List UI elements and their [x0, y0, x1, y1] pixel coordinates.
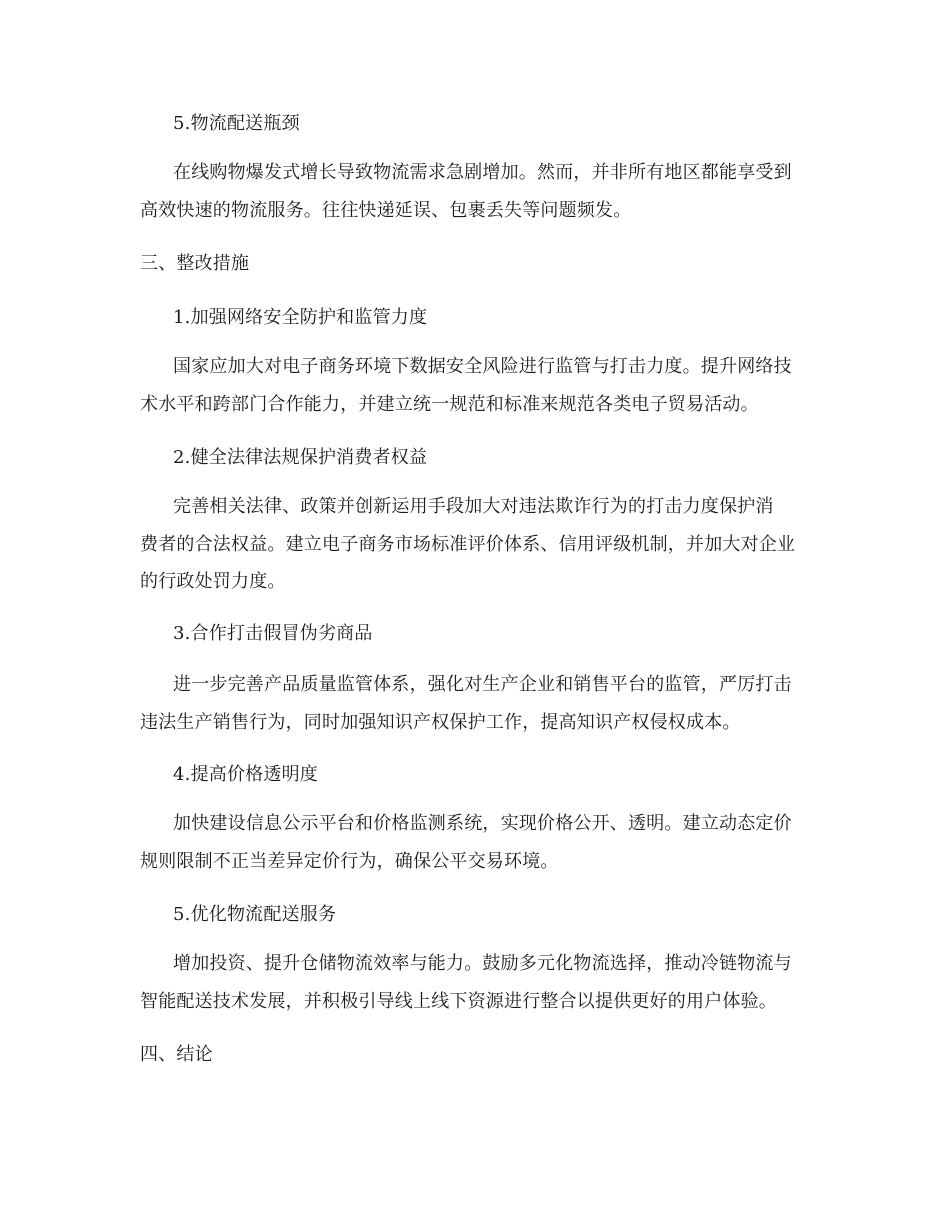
paragraph-line: 违法生产销售行为，同时加强知识产权保护工作，提高知识产权侵权成本。	[140, 712, 741, 733]
subsection-title-price-transparency: 4.提高价格透明度	[173, 764, 318, 785]
paragraph-line: 智能配送技术发展，并积极引导线上线下资源进行整合以提供更好的用户体验。	[140, 991, 777, 1012]
subsection-title-counterfeit: 3.合作打击假冒伪劣商品	[173, 623, 373, 644]
paragraph-line: 增加投资、提升仓储物流效率与能力。鼓励多元化物流选择，推动冷链物流与	[173, 953, 792, 974]
paragraph-line: 进一步完善产品质量监管体系，强化对生产企业和销售平台的监管，严厉打击	[173, 674, 792, 695]
paragraph-line: 加快建设信息公示平台和价格监测系统，实现价格公开、透明。建立动态定价	[173, 813, 792, 834]
paragraph-line: 费者的合法权益。建立电子商务市场标准评价体系、信用评级机制，并加大对企业	[140, 534, 796, 555]
subsection-title-logistics-service: 5.优化物流配送服务	[173, 904, 337, 925]
paragraph-line: 的行政处罚力度。	[140, 571, 286, 592]
paragraph-line: 完善相关法律、政策并创新运用手段加大对违法欺诈行为的打击力度保护消	[173, 496, 774, 517]
paragraph-line: 高效快速的物流服务。往往快递延误、包裹丢失等问题频发。	[140, 200, 632, 221]
subsection-title-network-security: 1.加强网络安全防护和监管力度	[173, 307, 428, 328]
paragraph-line: 在线购物爆发式增长导致物流需求急剧增加。然而，并非所有地区都能享受到	[173, 162, 792, 183]
section-heading-rectification: 三、整改措施	[140, 253, 250, 274]
paragraph-line: 规则限制不正当差异定价行为，确保公平交易环境。	[140, 851, 559, 872]
section-heading-conclusion: 四、结论	[140, 1044, 213, 1065]
subsection-title-logistics-bottleneck: 5.物流配送瓶颈	[173, 113, 300, 134]
paragraph-line: 术水平和跨部门合作能力，并建立统一规范和标准来规范各类电子贸易活动。	[140, 394, 759, 415]
subsection-title-consumer-rights: 2.健全法律法规保护消费者权益	[173, 447, 428, 468]
paragraph-line: 国家应加大对电子商务环境下数据安全风险进行监管与打击力度。提升网络技	[173, 356, 792, 377]
